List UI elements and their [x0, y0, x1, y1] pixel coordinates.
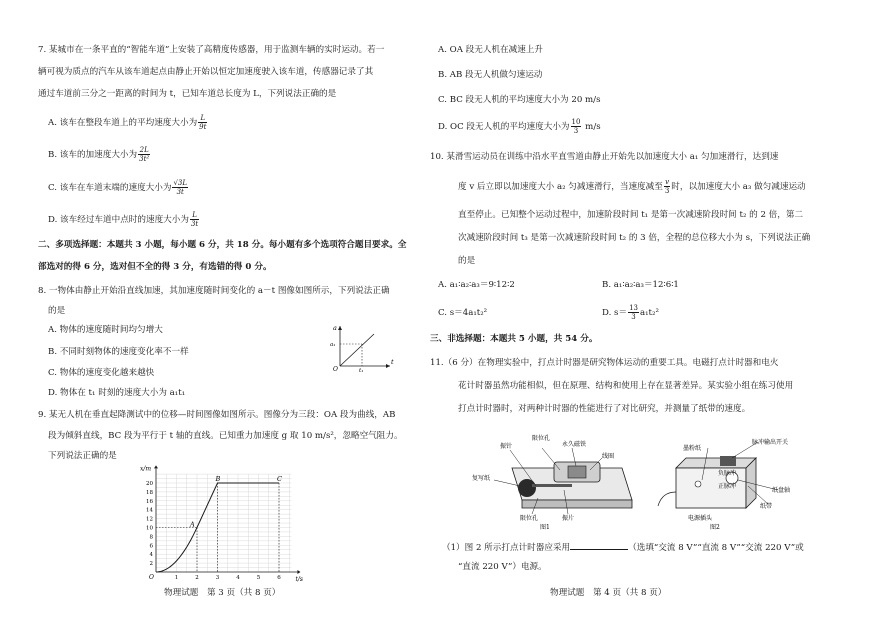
- q9-x-tick-2: 2: [195, 575, 199, 581]
- q8-option-c: C. 物体的速度变化越来越快: [48, 368, 155, 378]
- q9-point-a: A: [190, 520, 195, 529]
- q8-stem-line-1: 8. 一物体由静止开始沿直线加速，其加速度随时间变化的 a－t 图像如图所示，下列说法正确: [38, 286, 390, 296]
- q9-stem-line-3: 下列说法正确的是: [48, 451, 117, 461]
- q11-line-2: 花计时器虽然功能相似，但在原理、结构和使用上存在显著差异。某实验小组在练习使用: [458, 381, 794, 391]
- q9-x-label: t/s: [295, 576, 303, 582]
- q10-option-a: A. a₁∶a₂∶a₃＝9∶12∶2: [438, 280, 515, 290]
- q9-y-tick-14: 14: [146, 507, 153, 514]
- fig2-label-negative-pulse: 负脉冲: [718, 470, 737, 477]
- q9-y-tick-18: 18: [146, 489, 153, 496]
- q9-x-tick-6: 6: [277, 575, 281, 581]
- q9-y-tick-16: 16: [146, 498, 153, 505]
- right-page-footer: 物理试题 第 4 页（共 8 页）: [550, 588, 667, 598]
- q10-line-3: 直至停止。已知整个运动过程中，加速阶段时间 t₁ 是第一次减速阶段时间 t₂ 的 2 倍，第二: [458, 210, 804, 220]
- q11-line-3: 打点计时器时，对两种计时器的性能进行了对比研究，并测量了纸带的速度。: [458, 404, 751, 414]
- q8-at-graph: [330, 322, 394, 372]
- section-2-line-2: 部选对的得 6 分，选对但不全的得 3 分，有选错的得 0 分。: [38, 262, 272, 272]
- q8-option-b: B. 不同时刻物体的速度变化率不一样: [48, 347, 189, 357]
- q8-graph-y-axis: a: [333, 324, 337, 332]
- q9-y-tick-6: 6: [149, 543, 153, 550]
- q8-option-d: D. 物体在 t₁ 时刻的速度大小为 a₁t₁: [48, 388, 186, 398]
- q9-origin: O: [149, 574, 154, 581]
- q9-point-b: B: [215, 475, 221, 483]
- q9-x-tick-3: 3: [215, 575, 220, 581]
- q10-option-c: C. s＝4a₁t₂²: [438, 308, 488, 318]
- fig2-label-power-plug: 电源插头: [688, 515, 713, 522]
- q9-option-d: D. OC 段无人机的平均速度大小为 $\frac{10}{3}$ m/s: [438, 118, 601, 135]
- q10-option-b: B. a₁∶a₂∶a₃＝12∶6∶1: [602, 280, 679, 290]
- section-3-heading: 三、非选择题：本题共 5 小题，共 54 分。: [430, 334, 598, 344]
- fig1-caption: 图1: [540, 524, 550, 530]
- q7-option-d: D. 该车经过车道中点时的速度大小为 $\frac{L}{3t}$: [48, 211, 199, 228]
- q11-sub1-line-1: （1）图 2 所示打点计时器应采用 （选填“交流 8 V”“直流 8 V”“交流 220 V”或: [442, 540, 804, 554]
- q9-y-tick-8: 8: [149, 534, 153, 541]
- fig1-label-carbon-paper: 复写纸: [472, 475, 491, 482]
- q9-y-ticks: [146, 481, 154, 567]
- fig2-label-toner-paper: 墨粉纸: [683, 445, 702, 452]
- q9-option-b: B. AB 段无人机做匀速运动: [438, 70, 543, 80]
- q7-stem-line-3: 通过车道前三分之一距离的时间为 t，已知车道总长度为 L，下列说法正确的是: [38, 89, 337, 99]
- q8-option-a: A. 物体的速度随时间均匀增大: [48, 325, 163, 335]
- section-2-line-1: 二、多项选择题：本题共 3 小题，每小题 6 分，共 18 分。每小题有多个选项符合题目要求。全: [38, 240, 407, 250]
- left-page: [0, 0, 430, 630]
- q7-option-b: B. 该车的加速度大小为 $\frac{2L}{\text{3t²}}$: [48, 146, 150, 163]
- figure-1-electromagnetic-timer: [472, 428, 642, 530]
- fig2-label-pulse-switch: 脉冲输出开关: [752, 439, 789, 446]
- q10-option-d: D. s＝ $\frac{13}{3}$ a₁t₂²: [602, 304, 659, 321]
- right-page: [430, 0, 870, 630]
- fig1-label-limit-hole-top: 限位孔: [532, 435, 551, 442]
- q10-line-1: 10. 某滑雪运动员在训练中沿水平直雪道由静止开始先以加速度大小 a₁ 匀加速滑行，达到速: [430, 152, 779, 162]
- fig2-label-tape: 纸带: [760, 503, 773, 510]
- q8-graph-x-axis: t: [391, 358, 394, 366]
- fig1-label-vibrating-needle: 振针: [500, 443, 513, 450]
- q9-option-a: A. OA 段无人机在减速上升: [438, 45, 543, 55]
- q7-stem-line-2: 辆可视为质点的汽车从该车道起点由静止开始以恒定加速度驶入该车道，传感器记录了其: [38, 67, 374, 77]
- q9-xt-chart: [134, 464, 304, 582]
- fig2-label-positive-pulse: 正脉冲: [718, 483, 737, 490]
- q9-stem-line-2: 段为倾斜直线，BC 段为平行于 t 轴的直线。已知重力加速度 g 取 10 m/s²，忽略空气阻力。: [48, 431, 403, 441]
- q8-graph-t1: t₁: [359, 368, 364, 372]
- q9-x-ticks: [175, 575, 282, 581]
- q8-graph-origin: O: [333, 366, 338, 372]
- q9-stem-line-1: 9. 某无人机在垂直起降测试中的位移—时间图像如图所示。图像分为三段：OA 段为曲线，AB: [38, 410, 396, 420]
- q9-y-label: x/m: [140, 465, 152, 473]
- fig1-label-limit-hole-bottom: 限位孔: [520, 515, 539, 522]
- q7-option-a: A. 该车在整段车道上的平均速度大小为 $\frac{L}{9t}$: [48, 114, 207, 131]
- q9-option-c: C. BC 段无人机的平均速度大小为 20 m/s: [438, 95, 601, 105]
- q11-sub1-answer-blank[interactable]: [570, 540, 628, 550]
- q8-graph-a1: a₁: [330, 342, 336, 348]
- q10-line-2: 度 v 后立即以加速度大小 a₂ 匀减速滑行，当速度减至 $\frac{v}{3}$ 时，以加速度大小 a₃ 做匀减速运动: [458, 178, 806, 195]
- q9-y-tick-2: 2: [149, 561, 153, 568]
- q11-line-1: 11.（6 分）在物理实验中，打点计时器是研究物体运动的重要工具。电磁打点计时器和电火: [430, 358, 779, 368]
- q9-y-tick-4: 4: [149, 552, 153, 559]
- fig1-label-permanent-magnet: 永久磁铁: [562, 441, 587, 448]
- q7-stem-line-1: 7. 某城市在一条平直的“智能车道”上安装了高精度传感器，用于监测车辆的实时运动。若一: [38, 45, 385, 55]
- q9-y-tick-10: 10: [146, 525, 153, 532]
- q7-option-c: C. 该车在车道末端的速度大小为 $\frac{√3L}{3t}$: [48, 179, 188, 196]
- q9-x-tick-4: 4: [236, 575, 240, 581]
- q10-line-4: 次减速阶段时间 t₃ 是第一次减速阶段时间 t₂ 的 3 倍，全程的总位移大小为 s，下列说法正确: [458, 233, 811, 243]
- q9-point-c: C: [277, 475, 282, 483]
- fig1-label-coil: 线圈: [602, 453, 615, 460]
- q9-x-tick-1: 1: [174, 575, 179, 581]
- q8-stem-line-2: 的是: [48, 306, 66, 316]
- figure-2-spark-timer: [648, 428, 808, 530]
- fig2-caption: 图2: [710, 524, 720, 530]
- q9-grid: [156, 474, 291, 572]
- q10-line-5: 的是: [458, 256, 476, 266]
- left-page-footer: 物理试题 第 3 页（共 8 页）: [164, 588, 281, 598]
- fig2-label-reel-axis: 纸盘轴: [772, 487, 791, 494]
- q11-sub1-line-2: “直流 220 V”）电源。: [458, 562, 547, 572]
- q9-y-tick-12: 12: [146, 516, 153, 523]
- q9-x-tick-5: 5: [256, 575, 261, 581]
- q9-y-tick-20: 20: [146, 481, 153, 487]
- fig1-label-vibrating-plate: 振片: [562, 515, 575, 522]
